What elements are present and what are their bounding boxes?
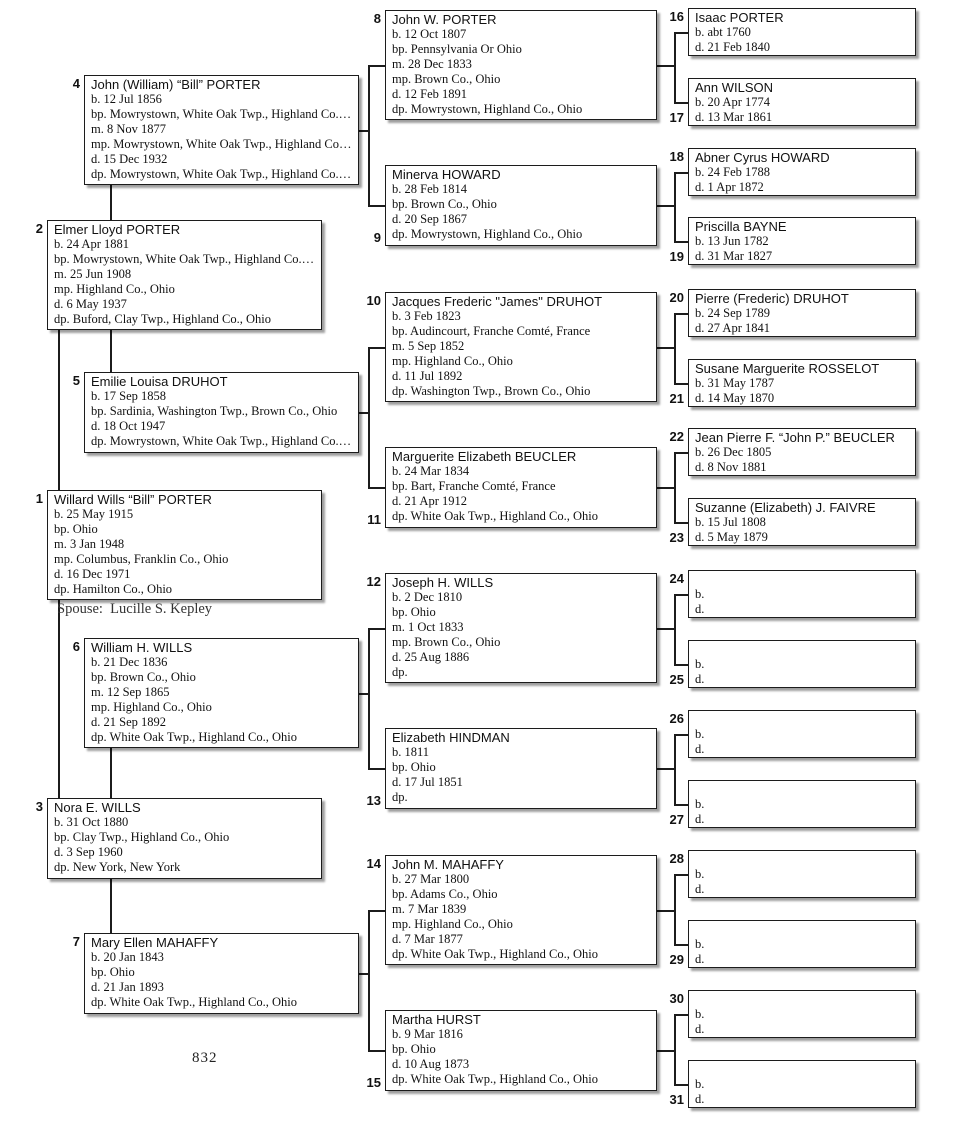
person-detail: m. 3 Jan 1948 bbox=[54, 537, 125, 551]
spouse-note: Spouse: Lucille S. Kepley bbox=[57, 601, 213, 617]
connector-line bbox=[368, 628, 385, 630]
person-detail: mp. Highland Co., Ohio bbox=[54, 282, 175, 296]
person-detail: bp. Ohio bbox=[91, 965, 135, 979]
person-detail: dp. White Oak Twp., Highland Co., Ohio bbox=[392, 1072, 598, 1086]
person-name: Jean Pierre F. “John P.” BEUCLER bbox=[695, 430, 895, 445]
person-name: Minerva HOWARD bbox=[392, 167, 501, 182]
person-detail: m. 7 Mar 1839 bbox=[392, 902, 467, 916]
person-detail: bp. Brown Co., Ohio bbox=[91, 670, 196, 684]
person-detail: mp. Brown Co., Ohio bbox=[392, 635, 501, 649]
person-detail: dp. White Oak Twp., Highland Co., Ohio bbox=[91, 995, 297, 1009]
person-detail: d. bbox=[695, 742, 705, 756]
connector-line bbox=[674, 102, 688, 104]
person-detail: mp. Brown Co., Ohio bbox=[392, 72, 501, 86]
connector-line bbox=[674, 383, 688, 385]
person-name: Abner Cyrus HOWARD bbox=[695, 150, 830, 165]
connector-line bbox=[368, 487, 385, 489]
person-box-26 bbox=[688, 710, 916, 758]
person-detail: m. 1 Oct 1833 bbox=[392, 620, 464, 634]
person-number: 15 bbox=[366, 1075, 381, 1090]
person-name: Joseph H. WILLS bbox=[392, 575, 494, 590]
person-detail: d. bbox=[695, 672, 705, 686]
connector-line bbox=[674, 32, 688, 34]
person-number: 19 bbox=[669, 249, 684, 264]
person-detail: b. bbox=[695, 1007, 705, 1021]
connector-line bbox=[657, 768, 676, 770]
connector-line bbox=[674, 874, 688, 876]
person-box-13 bbox=[385, 728, 657, 809]
connector-line bbox=[359, 693, 370, 695]
connector-line bbox=[368, 205, 385, 207]
person-detail: b. bbox=[695, 937, 705, 951]
person-detail: m. 25 Jun 1908 bbox=[54, 267, 132, 281]
person-detail: bp. Sardinia, Washington Twp., Brown Co., Ohio bbox=[91, 404, 338, 418]
person-detail: dp. Hamilton Co., Ohio bbox=[54, 582, 173, 596]
person-detail: b. 20 Jan 1843 bbox=[91, 950, 164, 964]
person-number: 12 bbox=[366, 574, 381, 589]
connector-line bbox=[674, 1084, 688, 1086]
person-box-9 bbox=[385, 165, 657, 246]
person-number: 1 bbox=[35, 491, 43, 506]
connector-line bbox=[368, 65, 385, 67]
connector-line bbox=[110, 748, 112, 800]
person-detail: d. 15 Dec 1932 bbox=[91, 152, 168, 166]
connector-line bbox=[674, 594, 676, 666]
person-number: 17 bbox=[669, 110, 684, 125]
person-number: 20 bbox=[669, 290, 684, 305]
connector-line bbox=[368, 347, 385, 349]
person-detail: b. 17 Sep 1858 bbox=[91, 389, 166, 403]
person-detail: b. bbox=[695, 797, 705, 811]
person-box-1 bbox=[47, 490, 322, 600]
person-detail: bp. Mowrystown, White Oak Twp., Highland Co.… bbox=[54, 252, 315, 266]
person-number: 21 bbox=[669, 391, 684, 406]
person-name: Nora E. WILLS bbox=[54, 800, 141, 815]
connector-line bbox=[359, 973, 370, 975]
person-detail: dp. Mowrystown, Highland Co., Ohio bbox=[392, 227, 583, 241]
person-name: Jacques Frederic "James" DRUHOT bbox=[392, 294, 603, 309]
person-detail: d. 7 Mar 1877 bbox=[392, 932, 463, 946]
person-number: 7 bbox=[72, 934, 80, 949]
person-detail: b. bbox=[695, 657, 705, 671]
connector-line bbox=[368, 65, 370, 207]
person-name: John W. PORTER bbox=[392, 12, 497, 27]
person-detail: d. 20 Sep 1867 bbox=[392, 212, 467, 226]
person-name: Pierre (Frederic) DRUHOT bbox=[695, 291, 849, 306]
person-box-29 bbox=[688, 920, 916, 968]
person-detail: dp. Mowrystown, White Oak Twp., Highland Co.… bbox=[91, 434, 352, 448]
person-detail: bp. Pennsylvania Or Ohio bbox=[392, 42, 522, 56]
person-detail: dp. White Oak Twp., Highland Co., Ohio bbox=[392, 509, 598, 523]
person-detail: m. 5 Sep 1852 bbox=[392, 339, 465, 353]
person-name bbox=[695, 992, 913, 1007]
connector-line bbox=[674, 804, 688, 806]
connector-line bbox=[674, 172, 688, 174]
person-detail: b. 31 May 1787 bbox=[695, 376, 775, 390]
person-box-20 bbox=[688, 289, 916, 337]
person-name bbox=[695, 852, 913, 867]
person-box-27 bbox=[688, 780, 916, 828]
person-box-28 bbox=[688, 850, 916, 898]
person-number: 6 bbox=[72, 639, 80, 654]
person-number: 31 bbox=[669, 1092, 684, 1107]
person-detail: dp. Buford, Clay Twp., Highland Co., Ohio bbox=[54, 312, 271, 326]
person-detail: d. 16 Dec 1971 bbox=[54, 567, 131, 581]
person-name: Elmer Lloyd PORTER bbox=[54, 222, 181, 237]
connector-line bbox=[657, 205, 676, 207]
connector-line bbox=[368, 768, 385, 770]
person-detail: d. 3 Sep 1960 bbox=[54, 845, 123, 859]
person-box-30 bbox=[688, 990, 916, 1038]
person-number: 8 bbox=[373, 11, 381, 26]
person-detail: dp. bbox=[392, 665, 408, 679]
person-number: 3 bbox=[35, 799, 43, 814]
person-name: John (William) “Bill” PORTER bbox=[91, 77, 261, 92]
person-number: 5 bbox=[72, 373, 80, 388]
connector-line bbox=[657, 910, 676, 912]
person-number: 22 bbox=[669, 429, 684, 444]
connector-line bbox=[674, 32, 676, 104]
person-detail: b. bbox=[695, 587, 705, 601]
person-box-2 bbox=[47, 220, 322, 330]
connector-line bbox=[674, 241, 688, 243]
person-detail: m. 28 Dec 1833 bbox=[392, 57, 472, 71]
person-detail: b. 1811 bbox=[392, 745, 430, 759]
connector-line bbox=[657, 1050, 676, 1052]
person-name: Suzanne (Elizabeth) J. FAIVRE bbox=[695, 500, 876, 515]
person-box-16 bbox=[688, 8, 916, 56]
connector-line bbox=[58, 330, 60, 492]
connector-line bbox=[359, 412, 370, 414]
person-detail: b. bbox=[695, 1077, 705, 1091]
person-number: 24 bbox=[669, 571, 684, 586]
person-detail: bp. Clay Twp., Highland Co., Ohio bbox=[54, 830, 230, 844]
connector-line bbox=[58, 600, 60, 800]
person-number: 14 bbox=[366, 856, 381, 871]
person-number: 11 bbox=[367, 512, 381, 527]
person-detail: mp. Highland Co., Ohio bbox=[91, 700, 212, 714]
person-box-15 bbox=[385, 1010, 657, 1091]
person-detail: d. 14 May 1870 bbox=[695, 391, 775, 405]
person-detail: b. 31 Oct 1880 bbox=[54, 815, 129, 829]
person-box-23 bbox=[688, 498, 916, 546]
connector-line bbox=[674, 313, 676, 385]
person-box-12 bbox=[385, 573, 657, 683]
person-detail: b. 9 Mar 1816 bbox=[392, 1027, 463, 1041]
person-detail: d. 8 Nov 1881 bbox=[695, 460, 767, 474]
person-box-8 bbox=[385, 10, 657, 120]
person-box-4 bbox=[84, 75, 359, 185]
person-number: 4 bbox=[72, 76, 80, 91]
person-box-11 bbox=[385, 447, 657, 528]
person-detail: b. bbox=[695, 867, 705, 881]
person-detail: b. 24 Feb 1788 bbox=[695, 165, 770, 179]
person-name bbox=[695, 572, 913, 587]
person-detail: bp. Ohio bbox=[54, 522, 98, 536]
person-detail: mp. Columbus, Franklin Co., Ohio bbox=[54, 552, 229, 566]
person-number: 18 bbox=[669, 149, 684, 164]
person-detail: b. 24 Sep 1789 bbox=[695, 306, 770, 320]
person-box-18 bbox=[688, 148, 916, 196]
person-number: 23 bbox=[669, 530, 684, 545]
person-detail: d. 27 Apr 1841 bbox=[695, 321, 770, 335]
person-detail: m. 12 Sep 1865 bbox=[91, 685, 170, 699]
person-number: 28 bbox=[669, 851, 684, 866]
person-detail: d. 21 Feb 1840 bbox=[695, 40, 770, 54]
connector-line bbox=[657, 487, 676, 489]
person-detail: b. 3 Feb 1823 bbox=[392, 309, 461, 323]
person-detail: b. 24 Apr 1881 bbox=[54, 237, 129, 251]
connector-line bbox=[110, 330, 112, 374]
person-detail: mp. Mowrystown, White Oak Twp., Highland Co… bbox=[91, 137, 352, 151]
connector-line bbox=[657, 65, 676, 67]
person-detail: d. bbox=[695, 812, 705, 826]
person-detail: bp. Ohio bbox=[392, 1042, 436, 1056]
connector-line bbox=[674, 664, 688, 666]
connector-line bbox=[368, 628, 370, 770]
person-detail: b. 13 Jun 1782 bbox=[695, 234, 769, 248]
person-detail: dp. bbox=[392, 790, 408, 804]
person-detail: d. 18 Oct 1947 bbox=[91, 419, 166, 433]
person-number: 13 bbox=[366, 793, 381, 808]
connector-line bbox=[359, 130, 370, 132]
connector-line bbox=[368, 347, 370, 489]
person-name: Priscilla BAYNE bbox=[695, 219, 787, 234]
person-detail: dp. Mowrystown, White Oak Twp., Highland Co.… bbox=[91, 167, 352, 181]
person-detail: b. 2 Dec 1810 bbox=[392, 590, 463, 604]
person-detail: d. bbox=[695, 882, 705, 896]
connector-line bbox=[368, 910, 370, 1052]
person-detail: bp. Ohio bbox=[392, 605, 436, 619]
person-detail: b. bbox=[695, 727, 705, 741]
connector-line bbox=[368, 910, 385, 912]
person-detail: b. 12 Jul 1856 bbox=[91, 92, 162, 106]
person-detail: mp. Highland Co., Ohio bbox=[392, 917, 513, 931]
person-detail: d. bbox=[695, 1092, 705, 1106]
person-detail: d. 6 May 1937 bbox=[54, 297, 127, 311]
person-detail: d. 5 May 1879 bbox=[695, 530, 768, 544]
person-detail: bp. Ohio bbox=[392, 760, 436, 774]
connector-line bbox=[674, 522, 688, 524]
person-name bbox=[695, 712, 913, 727]
connector-line bbox=[674, 734, 676, 806]
person-detail: b. 24 Mar 1834 bbox=[392, 464, 470, 478]
person-box-24 bbox=[688, 570, 916, 618]
connector-line bbox=[110, 879, 112, 935]
person-name: Marguerite Elizabeth BEUCLER bbox=[392, 449, 577, 464]
person-detail: d. bbox=[695, 952, 705, 966]
person-name: Emilie Louisa DRUHOT bbox=[91, 374, 228, 389]
person-detail: bp. Adams Co., Ohio bbox=[392, 887, 498, 901]
person-box-5 bbox=[84, 372, 359, 453]
person-box-3 bbox=[47, 798, 322, 879]
person-detail: b. 15 Jul 1808 bbox=[695, 515, 766, 529]
person-detail: b. 21 Dec 1836 bbox=[91, 655, 168, 669]
person-detail: d. 17 Jul 1851 bbox=[392, 775, 463, 789]
person-box-19 bbox=[688, 217, 916, 265]
person-number: 9 bbox=[373, 230, 381, 245]
person-name: Elizabeth HINDMAN bbox=[392, 730, 510, 745]
person-name: Mary Ellen MAHAFFY bbox=[91, 935, 219, 950]
person-name: Ann WILSON bbox=[695, 80, 774, 95]
person-detail: b. 20 Apr 1774 bbox=[695, 95, 770, 109]
connector-line bbox=[110, 185, 112, 222]
person-name: John M. MAHAFFY bbox=[392, 857, 504, 872]
person-detail: dp. White Oak Twp., Highland Co., Ohio bbox=[91, 730, 297, 744]
person-number: 10 bbox=[366, 293, 381, 308]
person-box-25 bbox=[688, 640, 916, 688]
person-detail: d. 10 Aug 1873 bbox=[392, 1057, 470, 1071]
person-box-10 bbox=[385, 292, 657, 402]
person-box-14 bbox=[385, 855, 657, 965]
person-detail: d. 21 Jan 1893 bbox=[91, 980, 164, 994]
person-name: Susane Marguerite ROSSELOT bbox=[695, 361, 880, 376]
person-detail: b. 27 Mar 1800 bbox=[392, 872, 470, 886]
page-number: 832 bbox=[192, 1050, 218, 1066]
person-name bbox=[695, 922, 913, 937]
person-number: 16 bbox=[669, 9, 684, 24]
person-box-21 bbox=[688, 359, 916, 407]
connector-line bbox=[674, 452, 688, 454]
person-detail: bp. Mowrystown, White Oak Twp., Highland Co.… bbox=[91, 107, 352, 121]
person-detail: d. 1 Apr 1872 bbox=[695, 180, 764, 194]
person-detail: d. bbox=[695, 602, 705, 616]
person-detail: d. 31 Mar 1827 bbox=[695, 249, 773, 263]
person-detail: bp. Brown Co., Ohio bbox=[392, 197, 497, 211]
person-detail: d. 21 Apr 1912 bbox=[392, 494, 467, 508]
connector-line bbox=[674, 172, 676, 243]
person-name bbox=[695, 782, 913, 797]
person-detail: b. 25 May 1915 bbox=[54, 507, 134, 521]
person-name: William H. WILLS bbox=[91, 640, 193, 655]
person-name bbox=[695, 1062, 913, 1077]
person-number: 2 bbox=[35, 221, 43, 236]
person-name: Willard Wills “Bill” PORTER bbox=[54, 492, 212, 507]
person-number: 26 bbox=[669, 711, 684, 726]
person-detail: b. abt 1760 bbox=[695, 25, 751, 39]
person-box-22 bbox=[688, 428, 916, 476]
person-detail: mp. Highland Co., Ohio bbox=[392, 354, 513, 368]
person-number: 27 bbox=[669, 812, 684, 827]
connector-line bbox=[674, 734, 688, 736]
person-detail: d. 12 Feb 1891 bbox=[392, 87, 467, 101]
person-box-31 bbox=[688, 1060, 916, 1108]
person-name: Martha HURST bbox=[392, 1012, 481, 1027]
person-detail: b. 12 Oct 1807 bbox=[392, 27, 467, 41]
person-detail: d. 11 Jul 1892 bbox=[392, 369, 463, 383]
person-number: 29 bbox=[669, 952, 684, 967]
person-number: 25 bbox=[669, 672, 684, 687]
connector-line bbox=[674, 313, 688, 315]
person-detail: d. bbox=[695, 1022, 705, 1036]
person-name: Isaac PORTER bbox=[695, 10, 784, 25]
person-detail: dp. New York, New York bbox=[54, 860, 181, 874]
connector-line bbox=[368, 1050, 385, 1052]
person-box-7 bbox=[84, 933, 359, 1014]
person-detail: b. 26 Dec 1805 bbox=[695, 445, 772, 459]
person-number: 30 bbox=[669, 991, 684, 1006]
connector-line bbox=[657, 628, 676, 630]
person-box-6 bbox=[84, 638, 359, 748]
person-detail: d. 21 Sep 1892 bbox=[91, 715, 166, 729]
person-detail: dp. White Oak Twp., Highland Co., Ohio bbox=[392, 947, 598, 961]
connector-line bbox=[657, 347, 676, 349]
connector-line bbox=[674, 594, 688, 596]
person-box-17 bbox=[688, 78, 916, 126]
connector-line bbox=[674, 1014, 688, 1016]
person-detail: d. 13 Mar 1861 bbox=[695, 110, 773, 124]
person-detail: m. 8 Nov 1877 bbox=[91, 122, 166, 136]
person-name bbox=[695, 642, 913, 657]
person-detail: bp. Bart, Franche Comté, France bbox=[392, 479, 556, 493]
person-detail: d. 25 Aug 1886 bbox=[392, 650, 470, 664]
connector-line bbox=[674, 944, 688, 946]
person-detail: b. 28 Feb 1814 bbox=[392, 182, 467, 196]
person-detail: dp. Mowrystown, Highland Co., Ohio bbox=[392, 102, 583, 116]
person-detail: dp. Washington Twp., Brown Co., Ohio bbox=[392, 384, 591, 398]
person-detail: bp. Audincourt, Franche Comté, France bbox=[392, 324, 591, 338]
